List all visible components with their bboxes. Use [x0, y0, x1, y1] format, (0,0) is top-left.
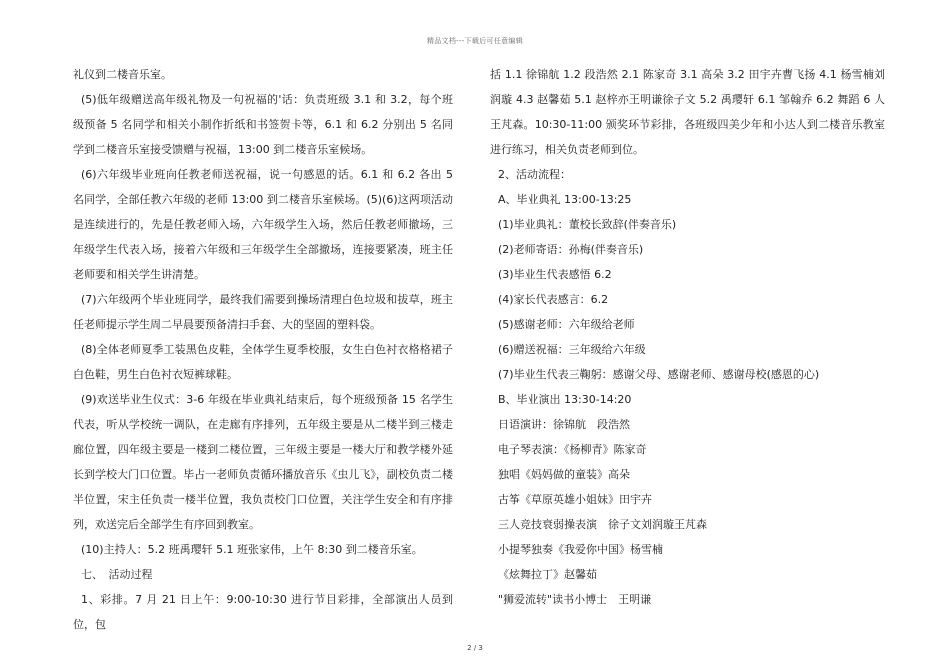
paragraph: 礼仪到二楼音乐室。: [73, 68, 172, 81]
list-item: 古筝《草原英雄小姐妹》田宇卉: [498, 493, 652, 506]
page-header: 精品文档---下载后可任意编辑: [426, 37, 524, 45]
list-item: B、毕业演出 13:30-14:20: [498, 393, 632, 406]
section-heading: 2、活动流程：: [498, 168, 571, 181]
left-column: [73, 62, 453, 637]
list-item: 小提琴独奏《我爱你中国》杨雪楠: [498, 543, 663, 556]
list-item: (7)毕业生代表三鞠躬：感谢父母、感谢老师、感谢母校(感恩的心): [498, 368, 820, 381]
paragraph: (10)主持人：5.2 班禹璎轩 5.1 班张家伟，上午 8:30 到二楼音乐室。: [81, 543, 423, 556]
list-item: A、毕业典礼 13:00-13:25: [498, 193, 632, 206]
paragraph: (5)低年级赠送高年级礼物及一句祝福的'话：负责班级 3.1 和 3.2，每个班级预备 5 名同学和相关小制作折纸和书签贺卡等，6.1 和 6.2 分别出 5 名同学到二楼音乐室接受馈赠与祝福，13:00 到二楼音乐室候场。: [73, 93, 453, 156]
list-item: 独唱《妈妈做的童装》高朵: [498, 468, 630, 481]
list-item: 电子琴表演：《杨柳青》陈家奇: [498, 443, 647, 456]
paragraph: (8)全体老师夏季工装黑色皮鞋，全体学生夏季校服，女生白色衬衣格格裙子白色鞋，男生白色衬衣短裤球鞋。: [73, 343, 453, 381]
list-item: 《炫舞拉丁》赵馨茹: [498, 568, 597, 581]
list-item: (1)毕业典礼：董校长致辞(伴奏音乐): [498, 218, 677, 231]
page-number: 2 / 3: [467, 644, 483, 652]
list-item: (6)赠送祝福：三年级给六年级: [498, 343, 646, 356]
paragraph: (9)欢送毕业生仪式：3-6 年级在毕业典礼结束后，每个班级预备 15 名学生代表，听从学校统一调队，在走廊有序排列，五年级主要是从二楼半到三楼走廊位置，四年级主要是一楼到二楼位置，三年级主要是一楼大厅和教学楼外延长到学校大门口位置。毕占一老师负责循环播放音乐《虫儿飞》，副校负责二楼半位置，宋主任负责一楼半位置，我负责校门口位置，关注学生安全和有序排列，欢送完后全部学生有序回到教室。: [73, 393, 453, 531]
paragraph: 括 1.1 徐锦航 1.2 段浩然 2.1 陈家奇 3.1 高朵 3.2 田宇卉曹飞扬 4.1 杨雪楠刘润璇 4.3 赵馨茹 5.1 赵梓亦王明谦徐子文 5.2 禹璎轩 6.1 邹翰乔 6.2 舞蹈 6 人王芃森。10:30-11:00 颁奖环节彩排，各班级四美少年和小达人到二楼音乐教室进行练习，相关负责老师到位。: [490, 68, 885, 156]
right-column: [490, 62, 885, 612]
paragraph: (7)六年级两个毕业班同学，最终我们需要到操场清理白色垃圾和拔草，班主任老师提示学生周二早晨要预备清扫手套、大的坚固的塑料袋。: [73, 293, 453, 331]
list-item: "狮爱流转"读书小博士 王明谦: [498, 593, 652, 606]
list-item: 日语演讲：徐锦航 段浩然: [498, 418, 630, 431]
paragraph: (6)六年级毕业班向任教老师送祝福，说一句感恩的话。6.1 和 6.2 各出 5 名同学，全部任教六年级的老师 13:00 到二楼音乐室候场。(5)(6)这两项活动是连续进行的，先是任教老师入场，六年级学生入场，然后任教老师撤场，三年级学生代表入场，接着六年级和三年级学生全部撤场，连接要紧凑，班主任老师要和相关学生讲清楚。: [73, 168, 453, 281]
paragraph: 1、彩排。7 月 21 日上午：9:00-10:30 进行节目彩排，全部演出人员到位，包: [73, 593, 453, 631]
section-heading: 七、 活动过程: [81, 568, 153, 581]
list-item: (4)家长代表感言：6.2: [498, 293, 609, 306]
list-item: (3)毕业生代表感悟 6.2: [498, 268, 612, 281]
list-item: (2)老师寄语：孙梅(伴奏音乐): [498, 243, 644, 256]
list-item: (5)感谢老师：六年级给老师: [498, 318, 635, 331]
list-item: 三人竞技衰弱操表演 徐子文刘润璇王芃森: [498, 518, 707, 531]
